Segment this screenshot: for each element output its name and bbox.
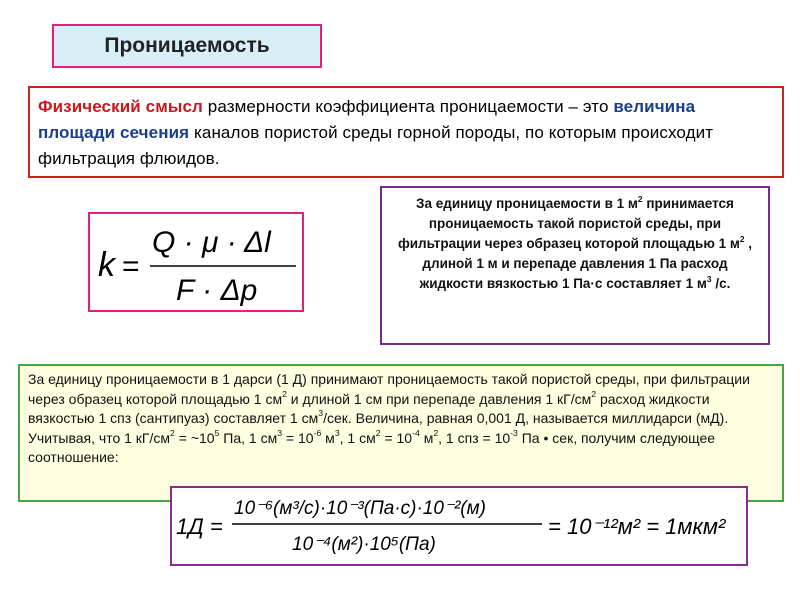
- darcy-text-k: м: [419, 429, 434, 446]
- darcy-relation-formula: [172, 488, 746, 564]
- permeability-formula-box: [88, 212, 304, 312]
- formula-lhs: k: [98, 246, 115, 284]
- darcy-text-c: расход жидкости вязкостью 1 спз (сантипуаз) составляет 1 см: [28, 390, 710, 426]
- darcy-text-e: = ~10: [174, 429, 215, 446]
- darcy-text-d: /сек. Величина, равная 0,001 Д, называется миллидарси (мД). Учитывая, что 1 кГ/см: [28, 410, 729, 446]
- permeability-formula: [90, 214, 302, 310]
- si-unit-definition-box: [380, 186, 770, 345]
- darcy-text-h: м: [321, 429, 335, 446]
- definition-box: [28, 86, 784, 178]
- unit-sup-3: 3: [706, 273, 712, 284]
- darcy-sup-i: 2: [375, 427, 381, 438]
- darcy-sup-e: 5: [214, 427, 220, 438]
- unit-sup-2: 2: [739, 233, 745, 244]
- darcy-sup-k: 2: [433, 427, 439, 438]
- darcy-text-j: = 10: [380, 429, 413, 446]
- unit-text-4: /с.: [711, 276, 731, 291]
- darcy-sup-b: 2: [591, 388, 597, 399]
- darcy-text-b: и длиной 1 см при перепаде давления 1 кГ/см: [286, 390, 592, 407]
- relation-numerator: 10⁻⁶(м³/с)·10⁻³(Па·с)·10⁻²(м): [234, 498, 486, 519]
- darcy-text-g: = 10: [282, 429, 314, 446]
- formula-denominator: F · Δp: [176, 274, 258, 307]
- darcy-text-l: , 1 спз = 10: [438, 429, 511, 446]
- slide-title: Проницаемость: [104, 34, 270, 57]
- darcy-sup-d: 2: [170, 427, 175, 438]
- darcy-sup-a: 2: [282, 388, 287, 399]
- slide-title-box: [52, 24, 322, 68]
- darcy-sup-f: 3: [277, 427, 283, 438]
- darcy-sup-c: 3: [318, 408, 324, 419]
- definition-highlight-1: Физический смысл: [38, 97, 203, 116]
- darcy-sup-j: -4: [412, 427, 420, 438]
- definition-text-2: каналов пористой среды горной породы, по которым происходит фильтрация флюидов.: [38, 123, 714, 168]
- darcy-sup-h: 3: [334, 427, 340, 438]
- formula-numerator: Q · μ · Δl: [152, 226, 271, 259]
- definition-text-1: размерности коэффициента проницаемости – это: [202, 97, 614, 116]
- unit-text-3: , длиной 1 м и перепаде давления 1 Па расход жидкости вязкостью 1 Па·с составляет 1 м: [419, 236, 753, 291]
- darcy-text-m: Па • сек, получим следующее соотношение:: [28, 429, 716, 465]
- formula-equals: =: [122, 250, 140, 283]
- unit-sup-1: 2: [637, 193, 643, 204]
- darcy-text-a: За единицу проницаемости в 1 дарси (1 Д) принимают проницаемость такой пористой среды, при фильтрации через образец которой площадью 1 см: [28, 371, 750, 407]
- darcy-relation-box: [170, 486, 748, 566]
- darcy-sup-g: -6: [313, 427, 322, 438]
- darcy-text-f: Па, 1 см: [219, 429, 278, 446]
- unit-text-1: За единицу проницаемости в 1 м: [416, 196, 638, 211]
- darcy-text-i: , 1 см: [339, 429, 376, 446]
- darcy-definition-box: [18, 364, 784, 502]
- darcy-sup-l: -3: [510, 427, 518, 438]
- relation-denominator: 10⁻⁴(м²)·10⁵(Па): [292, 534, 436, 555]
- relation-rhs: = 10⁻¹²м² = 1мкм²: [548, 514, 726, 539]
- relation-lhs: 1Д =: [176, 514, 223, 539]
- definition-highlight-2: величина площади сечения: [38, 97, 696, 142]
- unit-text-2: принимается проницаемость такой пористой среды, при фильтрации через образец которой площадью 1 м: [397, 196, 740, 251]
